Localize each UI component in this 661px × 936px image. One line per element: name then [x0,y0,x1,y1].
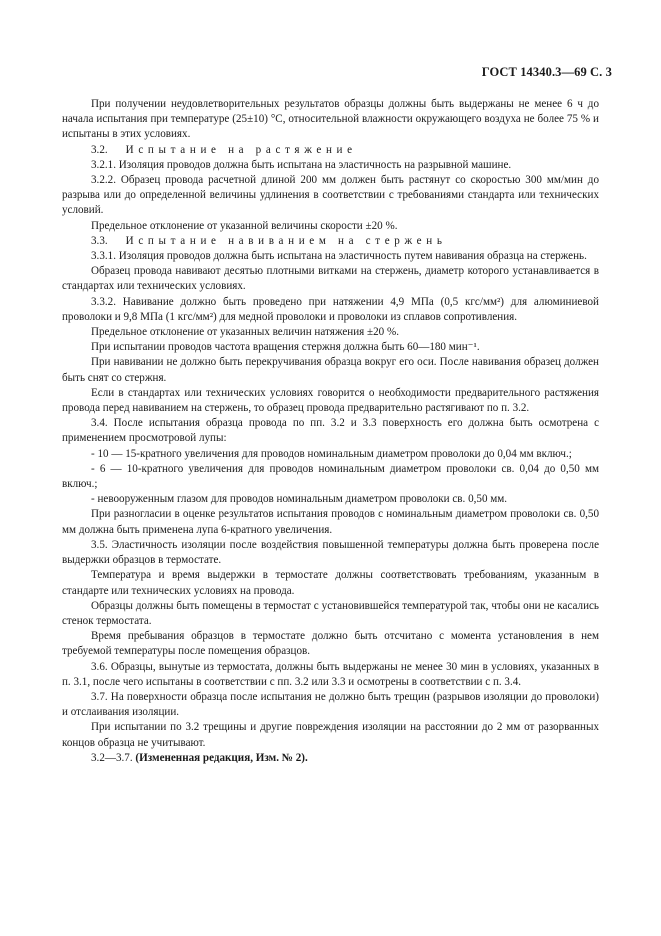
paragraph: Температура и время выдержки в термостате должны соответствовать требованиям, указанным в стандарте или технических условиях на провода. [62,569,599,597]
paragraph: 3.2.1. Изоляция проводов должна быть испытана на эластичность на разрывной машине. [91,158,512,171]
paragraph: При испытании по 3.2 трещины и другие повреждения изоляции на расстоянии до 2 мм от разорванных концов образца не учитывают. [62,721,599,749]
paragraph: 3.3.1. Изоляция проводов должна быть испытана на эластичность путем навивания образца на стержень. [91,250,587,263]
paragraph: Образцы должны быть помещены в термостат с установившейся температурой так, чтобы они не касались стенок термостата. [62,599,599,627]
section-title: Испытание навиванием на стержень [125,234,447,247]
section-heading-3-2 [62,143,599,158]
section-number: 3.2. [91,143,108,156]
paragraph: При получении неудовлетворительных результатов образцы должны быть выдержаны не менее 6 ч до начала испытания при температуре (25±10) °С, относительной влажности окружающего воздуха не более 75 % и испытаны в этих условиях. [62,98,599,141]
paragraph: 3.6. Образцы, вынутые из термостата, должны быть выдержаны не менее 30 мин в условиях, указанных в п. 3.1, после чего испытаны в соответствии с пп. 3.2 или 3.3 и осмотрены в соответствии с п. 3.4. [62,660,599,688]
paragraph: При испытании проводов частота вращения стержня должна быть 60—180 мин⁻¹. [91,341,480,354]
paragraph: Время пребывания образцов в термостате должно быть отсчитано с момента установления в нем требуемой температуры после помещения образцов. [62,630,599,658]
amendment-text: (Измененная редакция, Изм. № 2). [135,751,308,764]
paragraph: 3.4. После испытания образца провода по пп. 3.2 и 3.3 поверхность его должна быть осмотрена с применением просмотровой лупы: [62,417,599,445]
section-heading-3-3 [62,234,599,249]
page-header: ГОСТ 14340.3—69 С. 3 [481,65,612,79]
section-title: Испытание на растяжение [125,143,357,156]
document-body [62,97,599,766]
paragraph: Предельное отклонение от указанных величин натяжения ±20 %. [91,326,399,339]
amendment-ref: 3.2—3.7. [91,751,133,764]
list-item: - невооруженным глазом для проводов номинальным диаметром проволоки св. 0,50 мм. [91,493,508,506]
paragraph: При разногласии в оценке результатов испытания проводов с номинальным диаметром проволоки св. 0,50 мм должна быть применена лупа 6-кратного увеличения. [62,508,599,536]
paragraph: 3.7. На поверхности образца после испытания не должно быть трещин (разрывов изоляции до проволоки) и отслаивания изоляции. [62,690,599,719]
list-item: - 6 — 10-кратного увеличения для проводов номинальным диаметром проволоки св. 0,04 до 0,50 мм включ.; [62,462,599,491]
amendment-note [62,751,599,766]
paragraph: 3.2.2. Образец провода расчетной длиной 200 мм должен быть растянут со скоростью 300 мм/мин до разрыва или до определенной величины удлинения в соответствии с требованиями стандарта или технических условий. [62,174,599,217]
paragraph: При навивании не должно быть перекручивания образца вокруг его оси. После навивания образец должен быть снят со стержня. [62,356,599,384]
paragraph: 3.3.2. Навивание должно быть проведено при натяжении 4,9 МПа (0,5 кгс/мм²) для алюминиевой проволоки и 9,8 МПа (1 кгс/мм²) для медной проволоки и проволоки из сплавов сопротивления. [62,295,599,323]
paragraph: Предельное отклонение от указанной величины скорости ±20 %. [91,219,398,232]
paragraph: Если в стандартах или технических условиях говорится о необходимости предварительного растяжения провода перед навиванием на стержень, то образец провода предварительно растягивают по п. 3.2. [62,386,599,415]
list-item: - 10 — 15-кратного увеличения для проводов номинальным диаметром проволоки до 0,04 мм включ.; [91,447,572,460]
paragraph: 3.5. Эластичность изоляции после воздействия повышенной температуры должна быть проверена после выдержки образцов в термостате. [62,538,599,567]
section-number: 3.3. [91,234,108,247]
paragraph: Образец провода навивают десятью плотными витками на стержень, диаметр которого устанавливается в стандартах или технических условиях. [62,265,599,293]
